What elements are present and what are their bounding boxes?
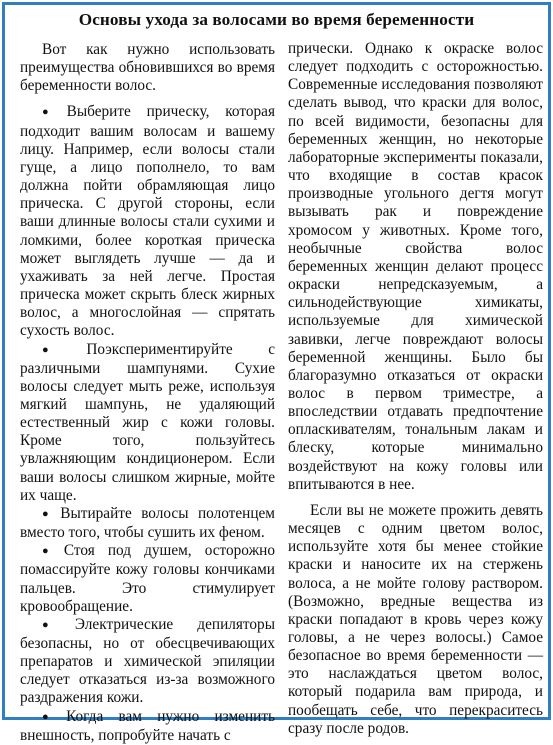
- left-column: [20, 41, 275, 745]
- bullet-paragraph-shampoo: ● Поэкспериментируйте с различными шампунями. Сухие волосы следует мыть реже, используя мягкий шампунь, не удаляющий естественный жир с кожи головы. Кроме того, пользуйтесь увлажняющим кондиционером. Если ваши волосы слишком жирные, мойте их чаще.: [20, 341, 275, 505]
- bullet-paragraph-towel: ● Вытирайте волосы полотенцем вместо того, чтобы сушить их феном.: [20, 505, 275, 542]
- continued-paragraph: прически. Однако к окраске волос следует подходить с осторожностью. Современные исследования позволяют сделать вывод, что краски для волос, по всей видимости, безопасны для беременных женщин, но некоторые лабораторные эксперименты показали, что входящие в состав красок производные угольного дегтя могут вызывать рак и повреждение хромосом у животных. Кроме того, необычные свойства волос беременных женщин делают процесс окраски непредсказуемым, а сильнодействующие химикаты, используемые для химической завивки, легче повреждают волосы беременной женщины. Было бы благоразумно отказаться от окраски волос в первом триместре, а впоследствии отдавать предпочтение опласкивателям, тональным лакам и блеску, которые минимально воздействуют на кожу головы или впитываются в нее.: [288, 40, 543, 493]
- article-title: Основы ухода за волосами во время беременности: [78, 10, 475, 29]
- article-page: [2, 2, 551, 744]
- intro-paragraph: Вот как нужно использовать преимущества обновившихся во время беременности волос.: [20, 41, 275, 95]
- closing-paragraph: Если вы не можете прожить девять месяцев с одним цветом волос, используйте хотя бы менее стойкие краски и наносите их на стержень волоса, а не мойте голову раствором. (Возможно, вредные вещества из краски попадают в кровь через кожу головы, а не через волосы.) Самое безопасное во время беременности — это наслаждаться цветом волос, который подарила вам природа, и пообещать себе, что перекраситесь сразу после родов.: [288, 501, 543, 737]
- right-column: [288, 40, 543, 738]
- bullet-paragraph-appearance: ● Когда вам нужно изменить внешность, попробуйте начать с: [20, 708, 275, 745]
- bullet-paragraph-massage: ● Стоя под душем, осторожно помассируйте кожу головы кончиками пальцев. Это стимулирует кровообращение.: [20, 542, 275, 616]
- bullet-paragraph-hairstyle: ● Выберите прическу, которая подходит вашим волосам и вашему лицу. Например, если волосы стали гуще, а лицо пополнело, то вам должна пойти обрамляющая лицо прическа. С другой стороны, если ваши длинные волосы стали сухими и ломкими, более короткая прическа может выглядеть лучше — да и ухаживать за ней легче. Простая прическа может скрыть блеск жирных волос, а многослойная — спрятать сухость волос.: [20, 103, 275, 340]
- bullet-paragraph-depilation: ● Электрические депиляторы безопасны, но от обесцвечивающих препаратов и химической эпиляции следует отказаться из-за возможного раздражения кожи.: [20, 616, 275, 708]
